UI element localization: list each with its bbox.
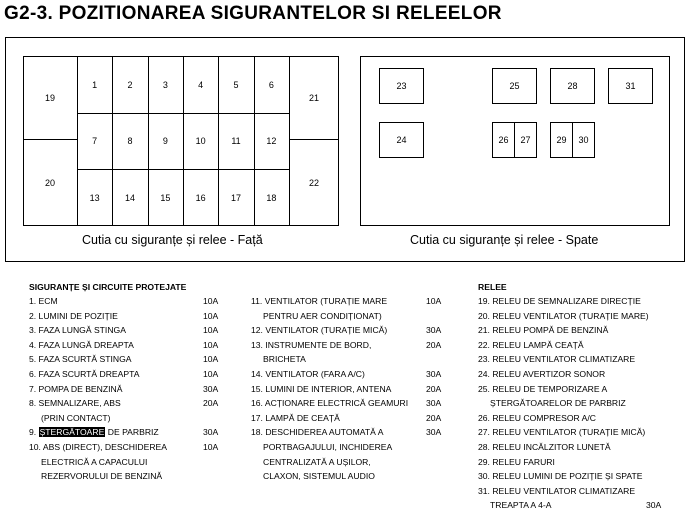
item-text: BRICHETA — [263, 354, 306, 365]
front-box-caption: Cutia cu siguranțe și relee - Față — [82, 233, 263, 247]
list-item — [478, 382, 678, 397]
list-item — [251, 367, 451, 382]
amp-rating: 10A — [203, 296, 219, 306]
item-text: 8. SEMNALIZARE, ABS — [29, 398, 121, 409]
list-item — [29, 367, 229, 382]
item-text: 6. FAZA SCURTĂ DREAPTA — [29, 368, 140, 379]
fuse-1: 1 — [92, 79, 98, 90]
relay-28: 28 — [550, 68, 595, 104]
rear-box-caption: Cutia cu siguranțe și relee - Spate — [410, 233, 599, 247]
amp-rating: 10A — [203, 441, 219, 452]
item-text: 28. RELEU INCĂLZITOR LUNETĂ — [478, 441, 611, 452]
fuse-15: 15 — [160, 192, 171, 203]
item-text: 5. FAZA SCURTĂ STINGA — [29, 354, 132, 365]
list-item — [251, 323, 451, 338]
item-text: 29. RELEU FARURI — [478, 456, 555, 467]
fuse-8: 8 — [127, 136, 133, 146]
fuse-20: 20 — [44, 177, 55, 188]
relay-30: 30 — [572, 122, 595, 158]
fuses-list-1 — [29, 294, 229, 484]
item-text: 26. RELEU COMPRESOR A/C — [478, 412, 596, 423]
fuse-16: 16 — [195, 192, 206, 203]
list-item — [29, 411, 229, 426]
list-item — [29, 440, 229, 455]
amp-rating: 30A — [426, 325, 442, 336]
fuse-13: 13 — [89, 192, 100, 203]
relay-22: 22 — [308, 177, 319, 188]
list-item — [478, 352, 678, 367]
amp-rating: 10A — [203, 339, 219, 350]
amp-rating: 10A — [426, 296, 442, 306]
fuse-10: 10 — [195, 136, 206, 146]
amp-rating: 30A — [426, 398, 442, 409]
list-item — [251, 469, 451, 484]
list-item — [478, 455, 678, 470]
fuse-5: 5 — [233, 79, 239, 90]
item-text: 1. ECM — [29, 296, 58, 306]
amp-rating: 30A — [426, 368, 442, 379]
amp-rating: 10A — [203, 310, 219, 321]
fuse-4: 4 — [198, 79, 204, 90]
relay-25: 25 — [492, 68, 537, 104]
list-item — [478, 425, 678, 440]
amp-rating: 20A — [426, 412, 442, 423]
item-text: 23. RELEU VENTILATOR CLIMATIZARE — [478, 354, 636, 365]
list-item — [478, 440, 678, 455]
list-item — [29, 425, 229, 440]
item-text-prefix: 9. — [29, 427, 39, 438]
amp-rating: 20A — [203, 398, 219, 409]
item-text: 25. RELEU DE TEMPORIZARE A — [478, 383, 608, 394]
fuse-19: 19 — [44, 92, 55, 103]
relays-header: RELEE — [478, 282, 507, 292]
amp-rating: 30A — [646, 500, 662, 511]
item-text: 7. POMPA DE BENZINĂ — [29, 383, 123, 394]
item-text: 16. ACȚIONARE ELECTRICĂ GEAMURI — [251, 398, 409, 409]
relay-27: 27 — [514, 122, 537, 158]
list-item — [29, 455, 229, 470]
amp-rating: 30A — [203, 383, 219, 394]
item-text: PENTRU AER CONDIȚIONAT) — [263, 310, 382, 321]
item-text: 31. RELEU VENTILATOR CLIMATIZARE — [478, 485, 636, 496]
amp-rating: 10A — [203, 354, 219, 365]
item-text: 12. VENTILATOR (TURAȚIE MICĂ) — [251, 325, 388, 336]
item-text: 18. DESCHIDEREA AUTOMATĂ A — [251, 427, 384, 438]
list-item — [478, 294, 678, 309]
list-item — [478, 309, 678, 324]
amp-rating: 10A — [203, 325, 219, 336]
amp-rating: 20A — [426, 383, 442, 394]
list-item — [478, 338, 678, 353]
fuse-18: 18 — [266, 192, 277, 203]
list-item — [251, 411, 451, 426]
item-text: ȘTERGĂTOARELOR DE PARBRIZ — [490, 398, 626, 409]
item-text: PORTBAGAJULUI, INCHIDEREA — [263, 441, 393, 452]
item-text: 4. FAZA LUNGĂ DREAPTA — [29, 339, 134, 350]
list-item — [251, 294, 451, 309]
relay-29: 29 — [550, 122, 573, 158]
list-item — [29, 338, 229, 353]
relay-21: 21 — [308, 92, 319, 103]
item-text: 10. ABS (DIRECT), DESCHIDEREA — [29, 441, 168, 452]
fuse-3: 3 — [162, 79, 168, 90]
fuse-12: 12 — [266, 136, 277, 146]
amp-rating: 20A — [426, 339, 442, 350]
item-text: 2. LUMINI DE POZIȚIE — [29, 310, 118, 321]
item-text: 11. VENTILATOR (TURAȚIE MARE — [251, 296, 388, 306]
list-item — [251, 455, 451, 470]
item-text: CENTRALIZATĂ A UȘILOR, — [263, 456, 371, 467]
item-text: CLAXON, SISTEMUL AUDIO — [263, 471, 375, 482]
item-text: 17. LAMPĂ DE CEAȚĂ — [251, 412, 340, 423]
item-text: 22. RELEU LAMPĂ CEAȚĂ — [478, 339, 584, 350]
item-text: 13. INSTRUMENTE DE BORD, — [251, 339, 372, 350]
list-item — [251, 425, 451, 440]
relay-31: 31 — [608, 68, 653, 104]
list-item — [29, 396, 229, 411]
relay-24: 24 — [379, 122, 424, 158]
list-item — [251, 440, 451, 455]
item-text: 19. RELEU DE SEMNALIZARE DIRECȚIE — [478, 296, 641, 306]
amp-rating: 10A — [203, 368, 219, 379]
list-item — [478, 323, 678, 338]
item-text-highlight: ȘTERGĂTOARE — [39, 427, 105, 438]
list-item — [478, 484, 678, 499]
list-item — [251, 382, 451, 397]
relay-26: 26 — [492, 122, 515, 158]
relays-list — [478, 294, 678, 513]
list-item — [251, 396, 451, 411]
list-item — [478, 367, 678, 382]
list-item — [29, 323, 229, 338]
list-item — [251, 352, 451, 367]
fuse-14: 14 — [124, 192, 135, 203]
item-text-suffix: DE PARBRIZ — [105, 427, 159, 438]
list-item — [251, 309, 451, 324]
item-text: 3. FAZA LUNGĂ STINGA — [29, 325, 126, 336]
item-text: 27. RELEU VENTILATOR (TURAȚIE MICĂ) — [478, 427, 646, 438]
item-text: 20. RELEU VENTILATOR (TURAȚIE MARE) — [478, 310, 649, 321]
amp-rating: 30A — [426, 427, 442, 438]
item-text: (PRIN CONTACT) — [41, 412, 111, 423]
fuse-2: 2 — [127, 79, 133, 90]
fuses-list-2 — [251, 294, 451, 484]
fuse-11: 11 — [231, 136, 241, 146]
item-text: 14. VENTILATOR (FARA A/C) — [251, 368, 365, 379]
item-text: REZERVORULUI DE BENZINĂ — [41, 471, 163, 482]
relay-23: 23 — [379, 68, 424, 104]
item-text: 15. LUMINI DE INTERIOR, ANTENA — [251, 383, 392, 394]
fuse-17: 17 — [230, 192, 241, 203]
list-item — [29, 382, 229, 397]
item-text: ELECTRICĂ A CAPACULUI — [41, 456, 148, 467]
fuse-9: 9 — [162, 136, 168, 146]
fuse-7: 7 — [92, 136, 98, 146]
list-item — [29, 352, 229, 367]
amp-rating: 30A — [203, 427, 219, 438]
list-item — [29, 309, 229, 324]
fuse-6: 6 — [268, 79, 274, 90]
list-item — [29, 469, 229, 484]
list-item — [29, 294, 229, 309]
list-item — [251, 338, 451, 353]
item-text: 21. RELEU POMPĂ DE BENZINĂ — [478, 325, 609, 336]
item-text: TREAPTA A 4-A — [490, 500, 552, 511]
item-text — [29, 427, 159, 437]
list-item — [478, 498, 678, 513]
fuses-header: SIGURANȚE ȘI CIRCUITE PROTEJATE — [29, 282, 187, 292]
item-text: 30. RELEU LUMINI DE POZIȚIE ȘI SPATE — [478, 471, 643, 482]
page-title: G2-3. POZITIONAREA SIGURANTELOR SI RELEELOR — [4, 3, 502, 24]
list-item — [478, 411, 678, 426]
list-item — [478, 396, 678, 411]
list-item — [478, 469, 678, 484]
item-text: 24. RELEU AVERTIZOR SONOR — [478, 368, 606, 379]
